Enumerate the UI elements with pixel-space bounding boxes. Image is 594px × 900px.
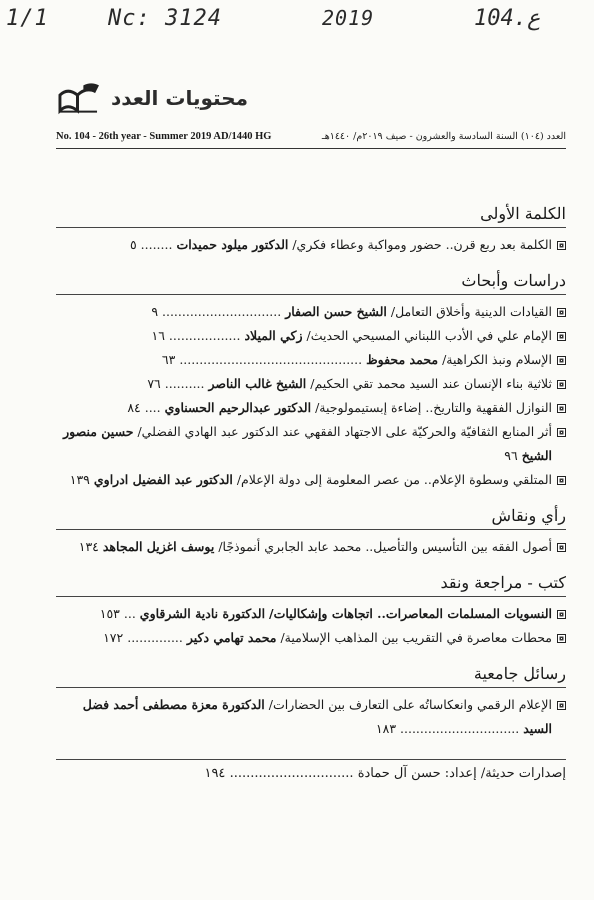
entry-page: ١٧٢ — [103, 630, 124, 645]
toc-entry[interactable] — [56, 233, 566, 257]
issue-english: No. 104 - 26th year - Summer 2019 AD/1440 HG — [56, 131, 272, 142]
bullet-icon — [557, 241, 566, 250]
entry-author: الشيخ غالب الناصر — [208, 376, 307, 391]
entry-author: محمد محفوظ — [366, 352, 439, 367]
entry-title: الكلمة بعد ربع قرن.. حضور ومواكبة وعطاء فكري/ — [292, 237, 552, 252]
section-title: دراسات وأبحاث — [56, 271, 566, 295]
entry-page: ١٩٤ — [204, 766, 226, 781]
toc — [56, 204, 566, 786]
entry-title: النوازل الفقهية والتاريخ.. إضاءة إبستيمولوجية/ — [315, 400, 552, 415]
bullet-icon — [557, 332, 566, 341]
entry-title: أثر المنابع الثقافيّة والحركيّة على الاجتهاد الفقهي عند الدكتور عبد الهادي الفضلي/ — [137, 424, 552, 439]
entry-title: محطات معاصرة في التقريب بين المذاهب الإسلامية/ — [280, 630, 552, 645]
toc-entry[interactable] — [56, 396, 566, 420]
section — [56, 271, 566, 492]
section-title: الكلمة الأولى — [56, 204, 566, 228]
section — [56, 204, 566, 257]
toc-entry[interactable] — [56, 535, 566, 559]
entry-title: أصول الفقه بين التأسيس والتأصيل.. محمد عابد الجابري أنموذجًا/ — [218, 539, 552, 554]
entry-title: الإمام علي في الأدب اللبناني المسيحي الحديث/ — [306, 328, 552, 343]
entry-author: محمد تهامي دكير — [186, 630, 277, 645]
toc-entry[interactable] — [56, 420, 566, 468]
toc-entry[interactable] — [56, 602, 566, 626]
leader-dots: .......... — [164, 376, 205, 391]
section — [56, 506, 566, 559]
entry-page: ١٣٩ — [69, 472, 90, 487]
entry-author: الدكتورة معزة مصطفى أحمد فضل السيد — [82, 697, 552, 736]
page-header — [58, 78, 248, 118]
leader-dots: .................. — [168, 328, 241, 343]
entry-title: إصدارات حديثة/ إعداد: حسن آل حمادة — [357, 766, 566, 781]
entry-page: ١٦ — [151, 328, 165, 343]
entry-title: الإعلام الرقمي وانعكاساتُه على التعارف بين الحضارات/ — [268, 697, 552, 712]
entry-author: حسين منصور الشيخ — [63, 424, 552, 463]
entry-author: يوسف اغزيل المجاهد — [102, 539, 215, 554]
toc-entry[interactable] — [56, 468, 566, 492]
entry-title: ثلاثية بناء الإنسان عند السيد محمد تقي الحكيم/ — [310, 376, 552, 391]
bullet-icon — [557, 380, 566, 389]
toc-entry[interactable] — [56, 324, 566, 348]
book-icon — [58, 81, 101, 115]
divider — [56, 148, 566, 149]
entry-page: ٥ — [129, 237, 137, 252]
handwritten-note: 104.ع — [474, 6, 541, 31]
entry-author: زكي الميلاد — [244, 328, 303, 343]
entry-page: ١٣٤ — [78, 539, 99, 554]
bullet-icon — [557, 308, 566, 317]
bullet-icon — [557, 428, 566, 437]
toc-entry[interactable] — [56, 372, 566, 396]
leader-dots: ... — [123, 606, 136, 621]
section — [56, 573, 566, 650]
entry-author: الدكتور عبدالرحيم الحسناوي — [164, 400, 312, 415]
entry-page: ٦٣ — [161, 352, 176, 367]
bullet-icon — [557, 404, 566, 413]
entry-page: ١٨٣ — [375, 721, 397, 736]
toc-entry[interactable] — [56, 693, 566, 741]
entry-title: المتلقي وسطوة الإعلام.. من عصر المعلومة إلى دولة الإعلام/ — [236, 472, 552, 487]
section-title: رأي ونقاش — [56, 506, 566, 530]
issue-arabic: العدد (١٠٤) السنة السادسة والعشرون - صيف ٢٠١٩م/ ١٤٤٠هـ — [321, 131, 566, 142]
bullet-icon — [557, 476, 566, 485]
leader-dots: .............................. — [400, 721, 520, 736]
bullet-icon — [557, 610, 566, 619]
entry-author: الدكتور عبد الفضيل ادراوي — [93, 472, 233, 487]
bullet-icon — [557, 634, 566, 643]
entry-page: ١٥٣ — [99, 606, 120, 621]
bullet-icon — [557, 701, 566, 710]
leader-dots: ........ — [140, 237, 173, 252]
entry-page: ٨٤ — [127, 400, 141, 415]
entry-title: النسويات المسلمات المعاصرات.. اتجاهات وإشكاليات/ — [269, 606, 552, 621]
leader-dots: .............................. — [229, 766, 354, 781]
entry-author: الدكتور ميلود حميدات — [176, 237, 289, 252]
handwritten-note: Nc: 3124 — [108, 6, 222, 31]
entry-page: ٧٦ — [147, 376, 161, 391]
handwritten-note: 1/1 — [6, 6, 49, 31]
toc-entry[interactable] — [56, 300, 566, 324]
bullet-icon — [557, 356, 566, 365]
toc-entry-final[interactable] — [56, 759, 566, 786]
entry-author: الشيخ حسن الصفار — [285, 304, 387, 319]
entry-title: القيادات الدينية وأخلاق التعامل/ — [390, 304, 552, 319]
toc-entry[interactable] — [56, 626, 566, 650]
entry-page: ٩٦ — [504, 448, 518, 463]
leader-dots: .... — [144, 400, 161, 415]
section — [56, 664, 566, 741]
entry-author: الدكتورة نادية الشرقاوي — [139, 606, 266, 621]
toc-entry[interactable] — [56, 348, 566, 372]
handwritten-note: 2019 — [322, 6, 375, 30]
issue-line — [56, 131, 566, 142]
section-title: رسائل جامعية — [56, 664, 566, 688]
leader-dots: .............................. — [162, 304, 282, 319]
entry-page: ٩ — [151, 304, 159, 319]
leader-dots: .............. — [127, 630, 183, 645]
leader-dots: .............................................. — [179, 352, 363, 367]
bullet-icon — [557, 543, 566, 552]
page-title: محتويات العدد — [110, 86, 248, 110]
entry-title: الإسلام ونبذ الكراهية/ — [442, 352, 552, 367]
section-title: كتب - مراجعة ونقد — [56, 573, 566, 597]
